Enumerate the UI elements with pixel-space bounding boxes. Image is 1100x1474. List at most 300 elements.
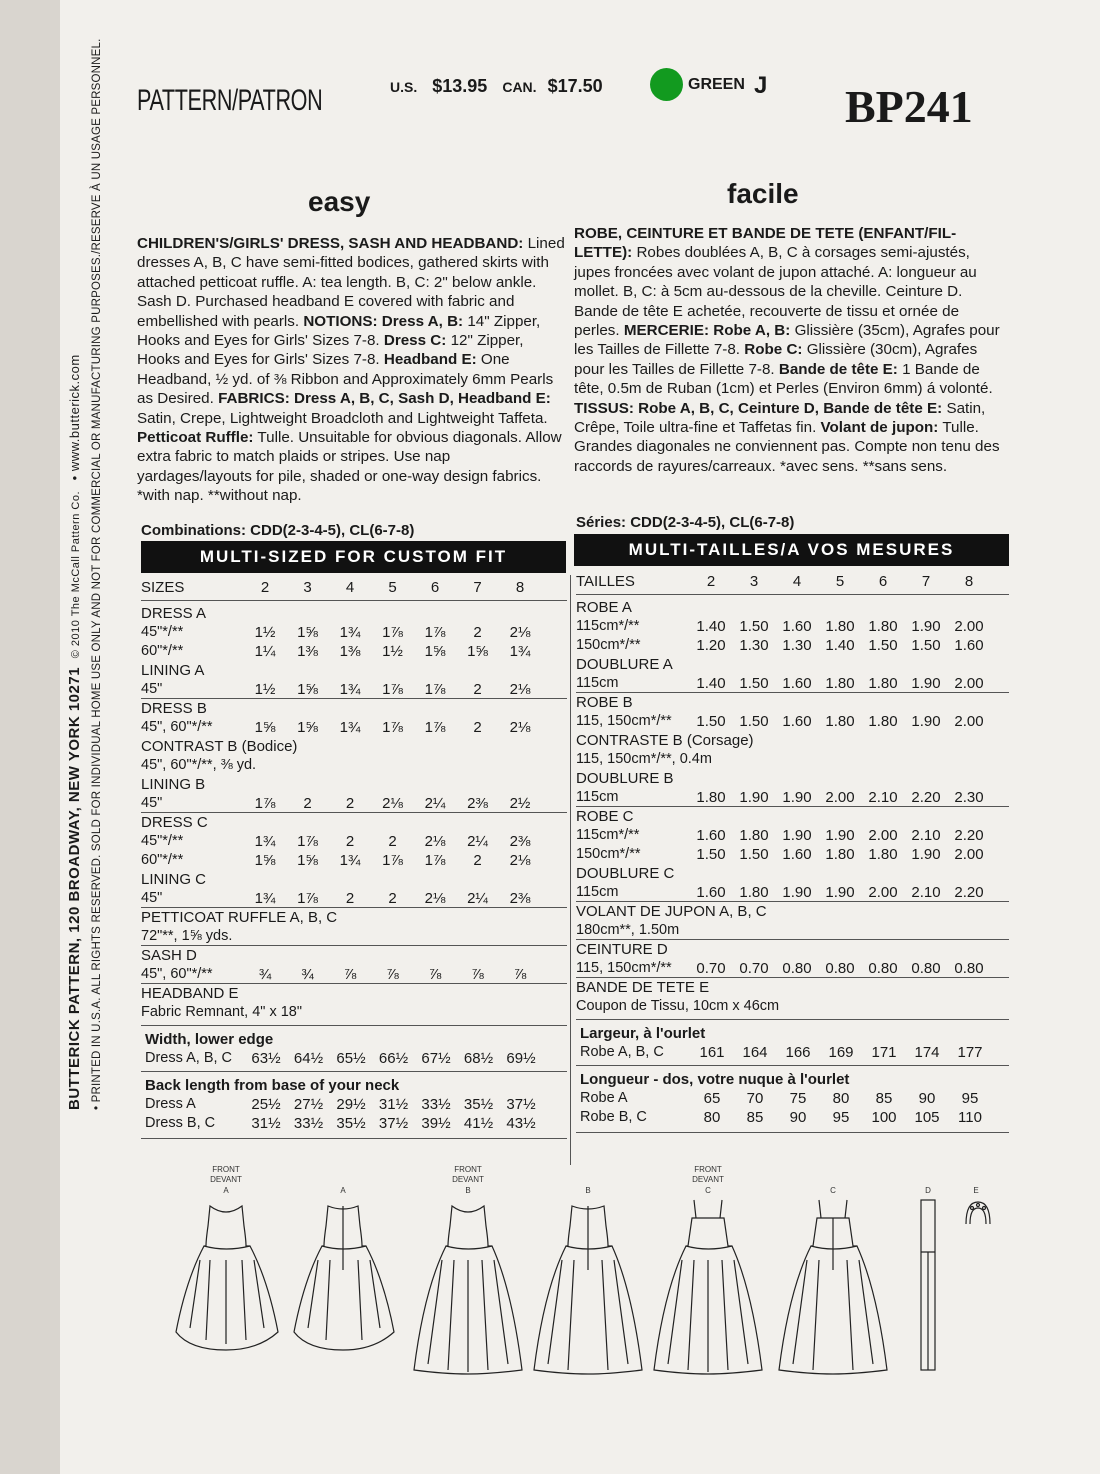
yardage-value: ⅞ [513, 966, 527, 983]
width-value: 67½ [421, 1050, 451, 1067]
row-label: 45" [141, 795, 163, 811]
group-label: LINING C [141, 871, 207, 888]
row-label: 45" [141, 890, 163, 906]
dress-b-front-drawing [414, 1206, 522, 1374]
yardage-value: 1¾ [339, 852, 361, 869]
group-label: BANDE DE TETE E [576, 979, 710, 996]
size-col-2: 2 [706, 573, 716, 590]
back-length-value: 25½ [251, 1096, 281, 1113]
group-rule [576, 901, 1009, 902]
yardage-value: 1.60 [782, 675, 812, 692]
yardage-value: 2.00 [954, 713, 984, 730]
width-value: 164 [742, 1044, 768, 1061]
yardage-value: 1½ [254, 681, 276, 698]
section-rule [576, 1065, 1009, 1066]
yardage-value: 2.00 [954, 618, 984, 635]
yardage-value: 1⅞ [382, 624, 403, 641]
yardage-value: 1.50 [696, 846, 726, 863]
side-copyright: © 2010 The McCall Pattern Co. [70, 490, 82, 659]
yardage-value: 1.20 [696, 637, 726, 654]
yardage-value: 1.60 [782, 846, 812, 863]
yardage-value: 2.10 [911, 827, 941, 844]
back-length-value: 65 [703, 1090, 721, 1107]
row-label: 115, 150cm*/** [576, 713, 672, 729]
us-price: $13.95 [432, 76, 488, 96]
row-label: 45", 60"*/** [141, 966, 213, 982]
level-fr: facile [727, 178, 799, 209]
width-label: Width, lower edge [145, 1031, 274, 1048]
yardage-value: 1.30 [739, 637, 769, 654]
group-label: LINING A [141, 662, 205, 679]
code-letter: J [754, 72, 768, 99]
yardage-value: 1⅞ [424, 681, 446, 698]
yardage-value: 2.00 [868, 827, 898, 844]
view-letter-a-front: A [223, 1186, 229, 1195]
yardage-value: 2⅛ [509, 719, 531, 736]
yardage-value: ¾ [301, 966, 314, 983]
yardage-value: 2.10 [911, 884, 941, 901]
back-row-label: Dress B, C [145, 1115, 216, 1131]
color-code-label: GREEN [688, 76, 745, 93]
title-en: CHILDREN'S/GIRLS' DRESS, SASH AND HEADBAND: [137, 235, 524, 252]
back-length-value: 35½ [336, 1115, 366, 1132]
size-col-6: 6 [430, 579, 440, 596]
yardage-value: ⅞ [428, 966, 442, 983]
yardage-value: 1.90 [911, 675, 941, 692]
back-length-value: 70 [746, 1090, 764, 1107]
group-label: PETTICOAT RUFFLE A, B, C [141, 909, 338, 926]
yardage-value: 1⅞ [382, 852, 403, 869]
yardage-value: 2¼ [424, 795, 446, 812]
size-col-3: 3 [749, 573, 759, 590]
yardage-value: 2⅜ [467, 795, 488, 812]
yardage-value: 1.80 [825, 846, 855, 863]
row-label: 115cm*/** [576, 827, 640, 843]
yardage-value: 1.50 [739, 618, 769, 635]
back-length-value: 31½ [378, 1096, 409, 1113]
yardage-value: 0.70 [696, 960, 726, 977]
yardage-value: 2¼ [467, 833, 488, 850]
devant-label-b: DEVANT [452, 1175, 484, 1184]
group-label: DOUBLURE A [576, 656, 673, 673]
row-label: 180cm**, 1.50m [576, 922, 680, 938]
headband-e-drawing [966, 1202, 990, 1224]
group-label: LINING B [141, 776, 206, 793]
front-label-a: FRONT [212, 1165, 240, 1174]
back-length-label: Back length from base of your neck [145, 1077, 400, 1094]
row-label: 115cm [576, 789, 619, 805]
yardage-value: 1.80 [739, 884, 769, 901]
yardage-value: 2.30 [954, 789, 984, 806]
size-col-8: 8 [515, 579, 525, 596]
yardage-value: 2 [473, 624, 482, 641]
yardage-value: ⅞ [343, 966, 357, 983]
yardage-value: 1⅜ [297, 643, 318, 660]
row-label: 45"*/** [141, 833, 184, 849]
back-length-value: 33½ [421, 1096, 451, 1113]
yardage-value: 1.90 [739, 789, 769, 806]
devant-label-c: DEVANT [692, 1175, 724, 1184]
view-letter-c-back: C [830, 1186, 836, 1195]
back-length-value: 95 [832, 1109, 850, 1126]
yardage-value: 1⅞ [424, 624, 446, 641]
section-rule [576, 1132, 1009, 1133]
level-en: easy [308, 186, 371, 217]
yardage-value: 2.00 [954, 846, 984, 863]
yardage-value: 1.50 [868, 637, 898, 654]
section-rule [141, 1138, 567, 1139]
yardage-value: 1¾ [339, 681, 361, 698]
yardage-value: 1.50 [696, 713, 726, 730]
yardage-value: 2.20 [954, 827, 984, 844]
back-length-value: 41½ [463, 1115, 494, 1132]
back-length-label: Longueur - dos, votre nuque à l'ourlet [580, 1071, 850, 1088]
view-letter-d: D [925, 1186, 931, 1195]
back-length-value: 90 [918, 1090, 936, 1107]
group-rule [576, 977, 1009, 978]
size-col-6: 6 [878, 573, 888, 590]
row-label: 115, 150cm*/** [576, 960, 672, 976]
us-label: U.S. [390, 79, 418, 95]
back-length-value: 85 [746, 1109, 764, 1126]
yardage-value: 1⅝ [467, 643, 488, 660]
yardage-value: 1¾ [509, 643, 531, 660]
group-rule [576, 939, 1009, 940]
group-label: DOUBLURE C [576, 865, 675, 882]
yardage-value: 0.80 [825, 960, 855, 977]
yardage-value: 1⅞ [424, 852, 446, 869]
yardage-value: 0.70 [739, 960, 769, 977]
yardage-value: ⅞ [386, 966, 399, 983]
back-row-label: Dress A [145, 1096, 196, 1112]
group-label: DRESS B [141, 700, 207, 717]
yardage-value: 2.20 [911, 789, 941, 806]
yardage-value: 2⅛ [424, 833, 446, 850]
back-row-label: Robe B, C [580, 1109, 647, 1125]
yardage-value: 2 [345, 890, 355, 907]
group-rule [576, 806, 1009, 807]
yardage-value: 2¼ [467, 890, 488, 907]
group-rule [576, 692, 1009, 693]
yardage-value: 1.90 [911, 846, 941, 863]
can-price: $17.50 [547, 76, 603, 96]
yardage-value: 2 [388, 890, 397, 907]
yardage-value: 1¼ [254, 643, 276, 660]
size-col-4: 4 [792, 573, 802, 590]
size-col-2: 2 [260, 579, 270, 596]
yardage-value: 1.60 [696, 827, 726, 844]
width-value: 69½ [506, 1050, 536, 1067]
width-value: 63½ [251, 1050, 281, 1067]
yardage-value: 1.60 [782, 713, 812, 730]
yardage-value: 1⅜ [339, 643, 361, 660]
row-label: Fabric Remnant, 4" x 18" [141, 1004, 303, 1020]
group-rule [141, 698, 567, 699]
yardage-value: 2 [473, 681, 482, 698]
width-value: 161 [699, 1044, 725, 1061]
yardage-value: 2⅜ [509, 833, 531, 850]
dress-a-back-drawing [294, 1206, 394, 1350]
dress-c-back-drawing [779, 1200, 887, 1374]
group-label: DRESS C [141, 814, 208, 831]
yardage-value: 1⅝ [297, 681, 318, 698]
yardage-value: 2⅛ [509, 624, 531, 641]
row-label: 45" [141, 681, 163, 697]
group-label: VOLANT DE JUPON A, B, C [576, 903, 767, 920]
yardage-value: 1.50 [739, 675, 769, 692]
row-label: 150cm*/** [576, 846, 641, 862]
yardage-value: 1½ [254, 624, 276, 641]
yardage-value: 2⅛ [424, 890, 446, 907]
yardage-value: 0.80 [782, 960, 812, 977]
yardage-value: 2 [303, 795, 312, 812]
dress-a-front-drawing [176, 1206, 278, 1350]
yardage-value: 1.40 [825, 637, 855, 654]
back-length-value: 37½ [506, 1096, 536, 1113]
yardage-value: 2⅛ [509, 681, 531, 698]
back-length-value: 75 [789, 1090, 807, 1107]
yardage-value: 2⅜ [509, 890, 531, 907]
side-address: BUTTERICK PATTERN, 120 BROADWAY, NEW YORK 10271 [66, 666, 83, 1110]
back-length-value: 80 [703, 1109, 721, 1126]
pattern-number: BP241 [845, 81, 973, 132]
group-rule [141, 812, 567, 813]
size-col-8: 8 [964, 573, 974, 590]
yardage-value: 1⅝ [297, 624, 318, 641]
size-col-3: 3 [303, 579, 312, 596]
section-rule [141, 1071, 567, 1072]
description-en: CHILDREN'S/GIRLS' DRESS, SASH AND HEADBAND: Lined dresses A, B, C have semi-fitted bodices, gathered skirts with attached petticoat ruffle. A: tea length. B, C: 2" below ankle. Sash D. Purchased headband E covered with fabric and embellished with pearls. NOTIONS: Dress A, B: 14" Zipper, Hooks and Eyes for Girls' Sizes 7-8. Dress C: 12" Zipper, Hooks and Eyes for Girls' Sizes 7-8. Headband E: One Headband, ½ yd. of ⅜ Ribbon and Approximately 6mm Pearls as Desired. FABRICS: Dress A, B, C, Sash D, Headband E: Satin, Crepe, Lightweight Broadcloth and Lightweight Taffeta. Petticoat Ruffle: Tulle. Unsuitable for obvious diagonals. Allow extra fabric to match plaids or stripes. Use nap yardages/layouts for pile, shaded or one-way design fabrics. *with nap. **without nap. [137, 235, 565, 505]
yardage-value: 1⅞ [424, 719, 446, 736]
yardage-value: 1⅞ [297, 890, 318, 907]
back-length-value: 37½ [378, 1115, 409, 1132]
group-label: ROBE C [576, 808, 634, 825]
back-length-value: 80 [832, 1090, 850, 1107]
yardage-value: 2.00 [825, 789, 855, 806]
row-label: 60"*/** [141, 852, 184, 868]
sash-d-drawing [921, 1200, 935, 1370]
yardage-value: 1¾ [339, 624, 361, 641]
yardage-value: 0.80 [868, 960, 898, 977]
yardage-value: 2⅛ [382, 795, 403, 812]
width-value: 171 [871, 1044, 897, 1061]
size-col-5: 5 [835, 573, 845, 590]
yardage-value: 1.50 [911, 637, 941, 654]
width-label: Largeur, à l'ourlet [580, 1025, 706, 1042]
back-length-value: 110 [958, 1109, 982, 1126]
color-code-dot [650, 68, 683, 101]
header-rule [141, 600, 567, 601]
yardage-value: 1½ [382, 643, 403, 660]
view-illustrations [170, 1160, 1010, 1375]
yardage-value: 1.90 [911, 713, 941, 730]
group-label: CONTRAST B (Bodice) [141, 738, 298, 755]
back-length-value: 29½ [336, 1096, 366, 1113]
row-label: 115cm*/** [576, 618, 640, 634]
yardage-value: 1.90 [782, 827, 812, 844]
row-label: 60"*/** [141, 643, 184, 659]
group-label: SASH D [141, 947, 197, 964]
yardage-value: 2 [473, 852, 482, 869]
yardage-value: 1.90 [825, 884, 855, 901]
width-row-label: Robe A, B, C [580, 1044, 664, 1060]
yardage-value: 1.60 [782, 618, 812, 635]
yardage-value: 1⅞ [297, 833, 318, 850]
yardage-value: 1⅞ [382, 681, 403, 698]
sizes-header-label: TAILLES [576, 573, 635, 590]
back-length-value: 100 [871, 1109, 897, 1126]
width-value: 68½ [463, 1050, 494, 1067]
yardage-value: 1⅝ [254, 852, 276, 869]
yardage-value: ¾ [258, 966, 272, 983]
multisize-bar-en: MULTI-SIZED FOR CUSTOM FIT [141, 541, 566, 573]
back-length-value: 105 [914, 1109, 940, 1126]
back-length-value: 39½ [421, 1115, 451, 1132]
back-length-value: 90 [789, 1109, 807, 1126]
group-label: DRESS A [141, 605, 207, 622]
width-value: 169 [828, 1044, 854, 1061]
front-label-c: FRONT [694, 1165, 722, 1174]
yardage-value: 1¾ [339, 719, 361, 736]
back-length-value: 43½ [506, 1115, 536, 1132]
yardage-value: ⅞ [471, 966, 484, 983]
width-value: 174 [914, 1044, 940, 1061]
yardage-value: 1.80 [825, 618, 855, 635]
back-row-label: Robe A [580, 1090, 628, 1106]
side-website: • www.butterick.com [67, 354, 82, 481]
section-rule [576, 1019, 1009, 1020]
yardage-value: 1.90 [782, 789, 812, 806]
column-divider [570, 575, 571, 1165]
yardage-value: 2 [473, 719, 482, 736]
yardage-value: 1⅝ [297, 719, 318, 736]
yardage-value: 2 [345, 795, 355, 812]
yardage-value: 1.40 [696, 618, 726, 635]
yardage-value: 2.10 [868, 789, 898, 806]
yardage-value: 2 [345, 833, 355, 850]
group-label: DOUBLURE B [576, 770, 674, 787]
yardage-value: 1.80 [868, 713, 898, 730]
view-letter-c-front: C [705, 1186, 711, 1195]
yardage-value: 1⅝ [424, 643, 446, 660]
yardage-value: 1.80 [825, 713, 855, 730]
row-label: 115cm [576, 884, 619, 900]
yardage-value: 2.00 [954, 675, 984, 692]
yardage-value: 0.80 [954, 960, 984, 977]
yardage-value: 1.50 [739, 846, 769, 863]
width-value: 64½ [293, 1050, 324, 1067]
side-rights: • PRINTED IN U.S.A. ALL RIGHTS RESERVED. SOLD FOR INDIVIDUAL HOME USE ONLY AND NOT FOR COMMERCIAL OR MANUFACTURING PURPOSES./RESERVE À UN USAGE PERSONNEL. [91, 38, 103, 1110]
width-value: 177 [957, 1044, 983, 1061]
pattern-label: PATTERN/PATRON [137, 84, 323, 117]
width-value: 166 [785, 1044, 811, 1061]
row-label: Coupon de Tissu, 10cm x 46cm [576, 998, 780, 1014]
yardage-value: 1⅝ [254, 719, 276, 736]
description-fr: ROBE, CEINTURE ET BANDE DE TETE (ENFANT/FIL-LETTE): Robes doublées A, B, C à corsages semi-ajustés, jupes froncées avec volant de jupon attaché. A: longueur au mollet. B, C: à 5cm au-dessous de la cheville. Ceinture D. Bande de tête E achetée, recouverte de tissu et ornée de perles. MERCERIE: Robe A, B: Glissière (35cm), Agrafes pour les Tailles de Fillette 7-8. Robe C: Glissière (30cm), Agrafes pour les Tailles de Fillette 7-8. Bande de tête E: 1 Bande de tête, 0.5m de Ruban (1cm) et Perles (Environ 6mm) á volonté. TISSUS: Robe A, B, C, Ceinture D, Bande de tête E: Satin, Crêpe, Toile ultra-fine et Taffetas fin. Volant de jupon: Tulle. Grandes diagonales ne conviennent pas. Compte non tenu des raccords de rayures/carreaux. *avec sens. **sans sens. [574, 225, 1000, 475]
devant-label-a: DEVANT [210, 1175, 242, 1184]
size-col-4: 4 [345, 579, 355, 596]
row-label: 45"*/** [141, 624, 184, 640]
yardage-value: 1¾ [254, 890, 276, 907]
combinations-fr: Séries: CDD(2-3-4-5), CL(6-7-8) [576, 514, 795, 531]
view-letter-e: E [973, 1186, 979, 1195]
size-col-5: 5 [388, 579, 397, 596]
row-label: 72"**, 1⅝ yds. [141, 928, 233, 944]
yardage-value: 1.80 [868, 618, 898, 635]
yardage-value: 1¾ [254, 833, 276, 850]
yardage-value: 1.60 [696, 884, 726, 901]
yardage-value: 1⅞ [254, 795, 276, 812]
width-value: 65½ [336, 1050, 366, 1067]
back-length-value: 95 [961, 1090, 979, 1107]
row-label: 150cm*/** [576, 637, 641, 653]
yardage-value: 0.80 [911, 960, 941, 977]
multisize-bar-fr: MULTI-TAILLES/A VOS MESURES [574, 534, 1009, 566]
header-rule [576, 594, 1009, 595]
back-length-value: 35½ [463, 1096, 494, 1113]
row-label: 115cm [576, 675, 619, 691]
group-rule [141, 907, 567, 908]
group-label: ROBE B [576, 694, 633, 711]
yardage-value: 1⅞ [382, 719, 403, 736]
yardage-value: 1.40 [696, 675, 726, 692]
yardage-value: 1.60 [954, 637, 984, 654]
width-row-label: Dress A, B, C [145, 1050, 233, 1066]
group-rule [141, 983, 567, 984]
size-col-7: 7 [473, 579, 482, 596]
group-label: CEINTURE D [576, 941, 668, 958]
yardage-value: 1.80 [739, 827, 769, 844]
view-letter-b-back: B [585, 1186, 591, 1195]
group-label: HEADBAND E [141, 985, 239, 1002]
yardage-value: 2.20 [954, 884, 984, 901]
group-label: CONTRASTE B (Corsage) [576, 732, 754, 749]
view-letter-b-front: B [465, 1186, 471, 1195]
yardage-value: 2.00 [868, 884, 898, 901]
front-label-b: FRONT [454, 1165, 482, 1174]
section-rule [141, 1025, 567, 1026]
size-col-7: 7 [921, 573, 931, 590]
yardage-value: 1.80 [825, 675, 855, 692]
width-value: 66½ [378, 1050, 409, 1067]
group-rule [141, 945, 567, 946]
group-label: ROBE A [576, 599, 632, 616]
can-label: CAN. [502, 79, 537, 95]
dress-b-back-drawing [534, 1206, 642, 1374]
yardage-value: 1.90 [825, 827, 855, 844]
back-length-value: 85 [875, 1090, 893, 1107]
back-length-value: 31½ [251, 1115, 281, 1132]
yardage-value: 2⅛ [509, 852, 531, 869]
title-fr: ROBE, CEINTURE ET BANDE DE TETE (ENFANT/FIL-LETTE): [574, 225, 957, 262]
yardage-value: 1.80 [868, 675, 898, 692]
row-label: 45", 60"*/**, ⅜ yd. [141, 757, 257, 773]
yardage-value: 1.30 [782, 637, 812, 654]
combinations-en: Combinations: CDD(2-3-4-5), CL(6-7-8) [141, 522, 415, 539]
yardage-value: 1.50 [739, 713, 769, 730]
yardage-value: 2½ [509, 795, 531, 812]
yardage-value: 1.80 [868, 846, 898, 863]
row-label: 115, 150cm*/**, 0.4m [576, 751, 712, 767]
row-label: 45", 60"*/** [141, 719, 213, 735]
yardage-value: 2 [388, 833, 397, 850]
back-length-value: 33½ [293, 1115, 324, 1132]
yardage-value: 1.90 [782, 884, 812, 901]
back-length-value: 27½ [293, 1096, 324, 1113]
dress-c-front-drawing [654, 1200, 762, 1374]
view-letter-a-back: A [340, 1186, 346, 1195]
yardage-value: 1.80 [696, 789, 726, 806]
